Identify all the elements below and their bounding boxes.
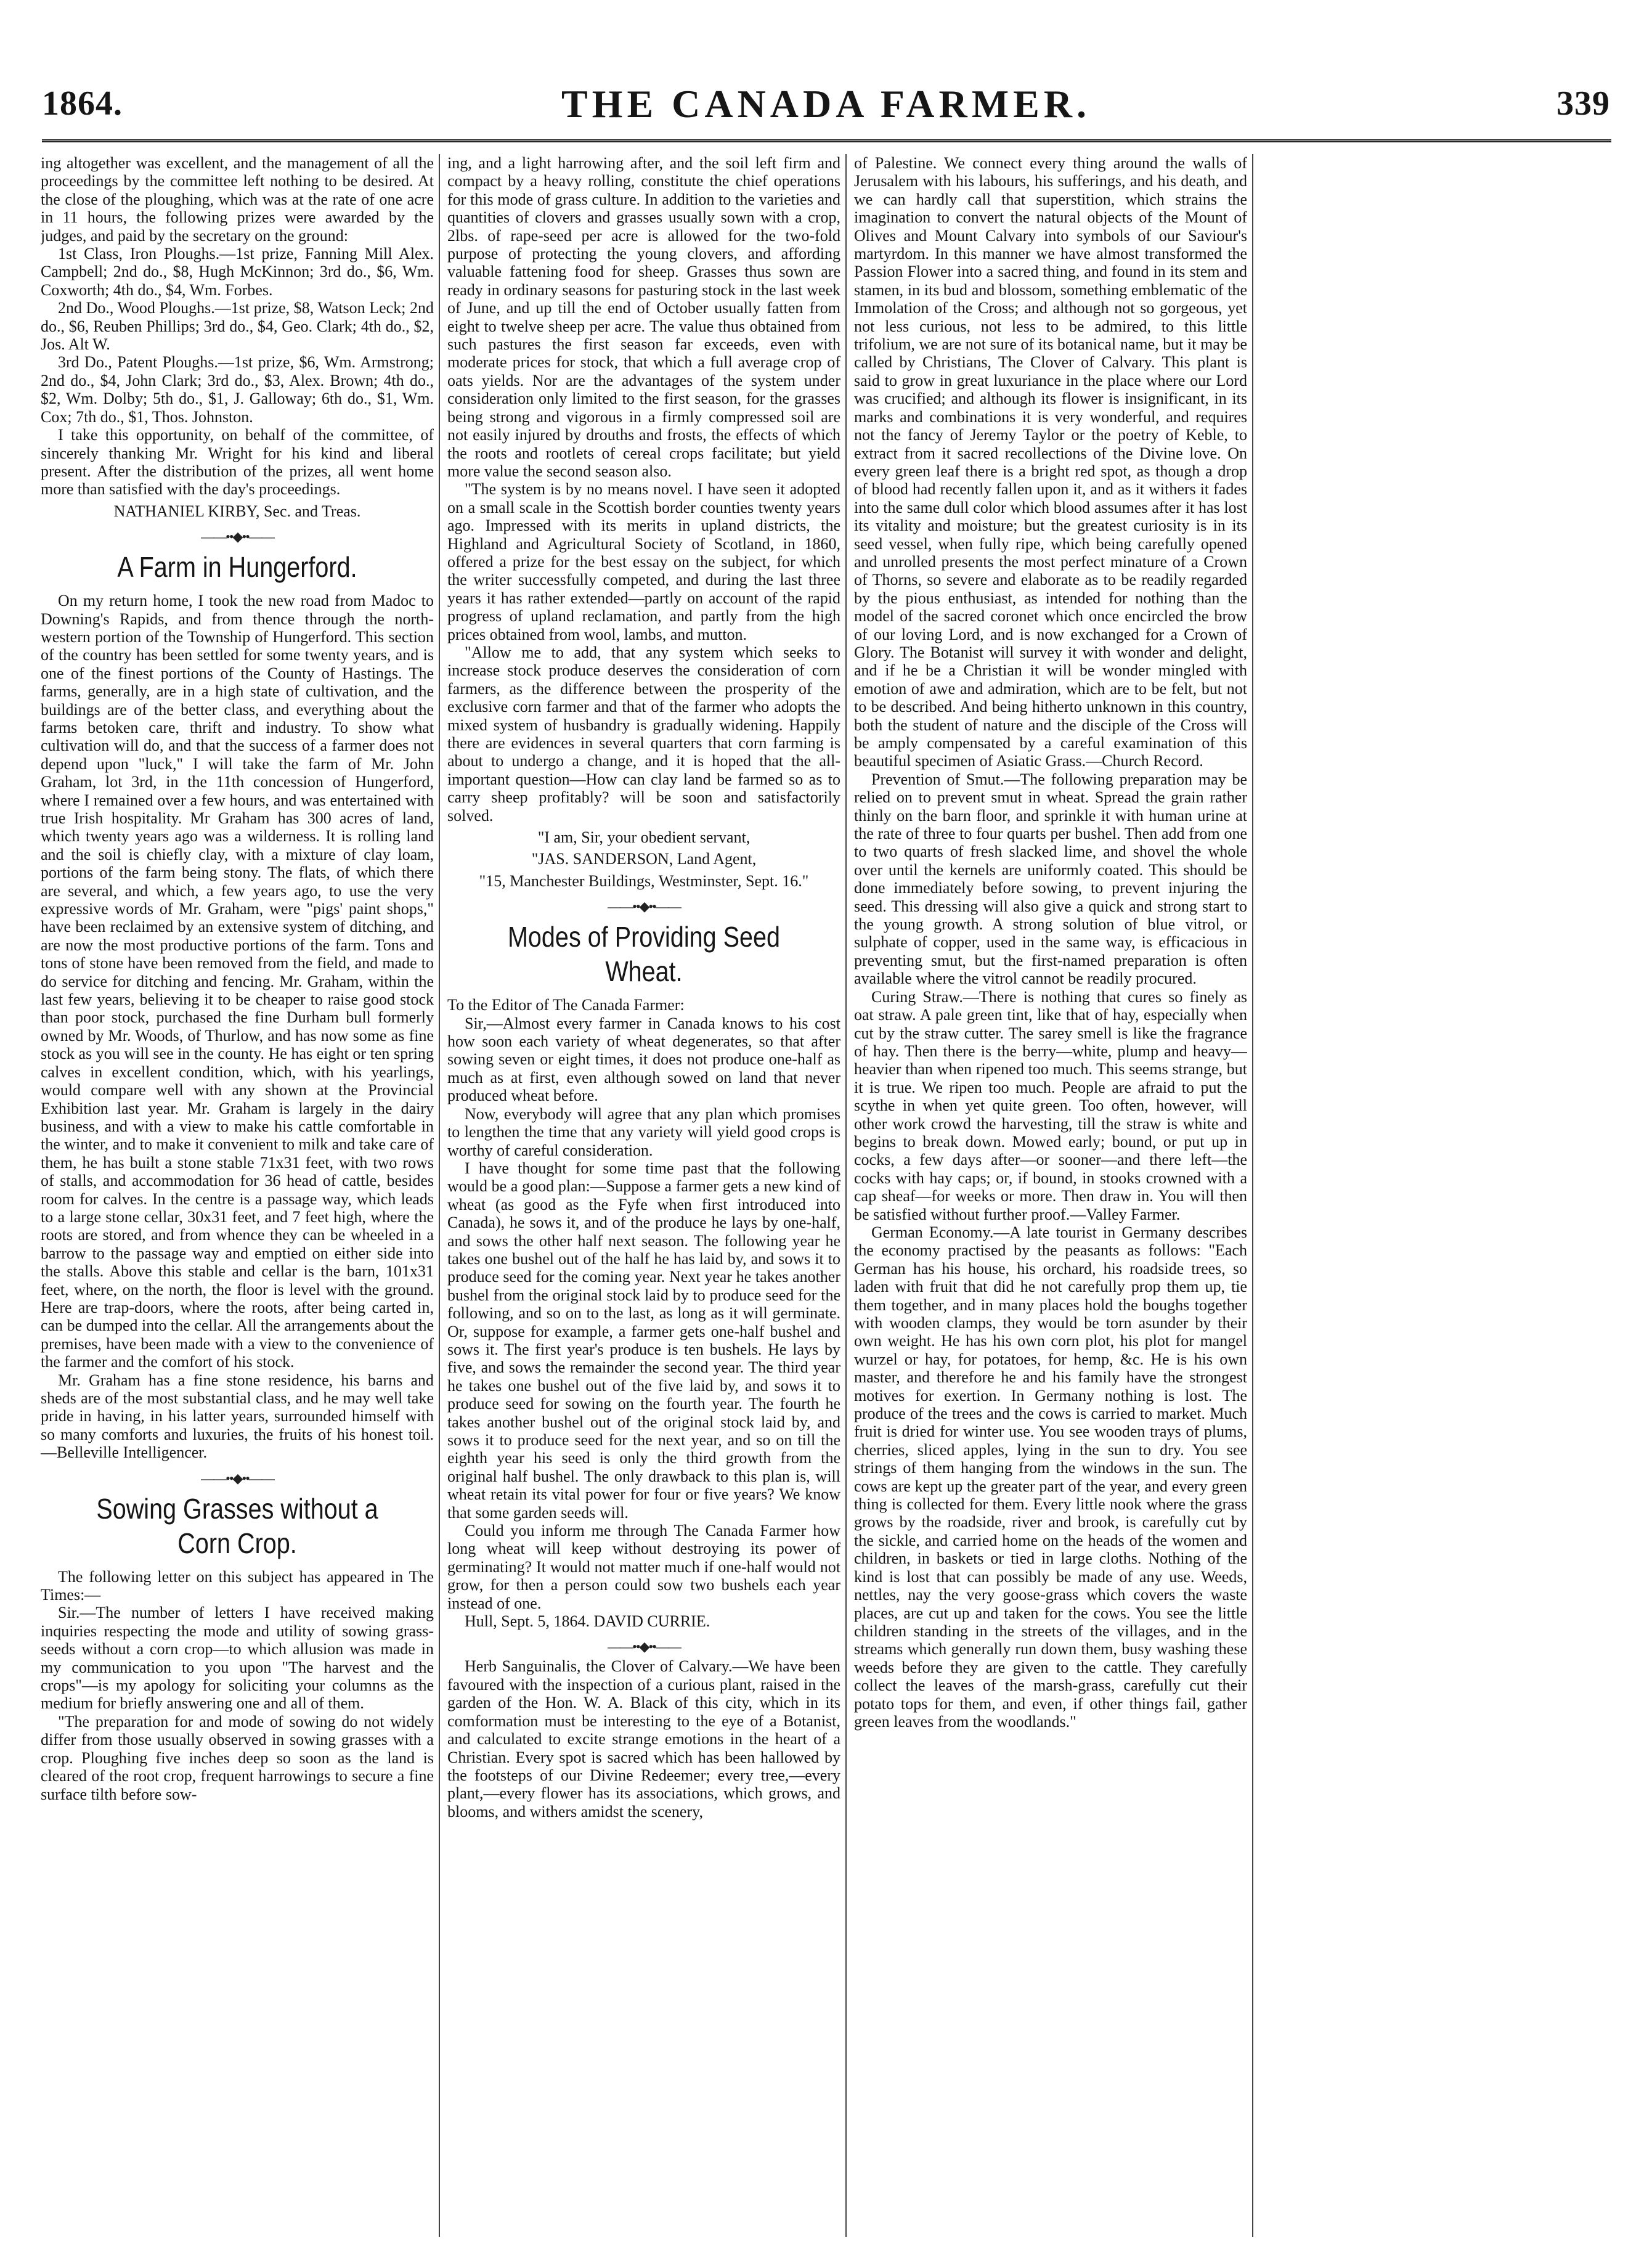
newspaper-title: THE CANADA FARMER.: [561, 82, 1091, 126]
paragraph: "The preparation for and mode of sowing do not widely differ from those usually observed in sowing grasses with a crop. Ploughing five inches deep so soon as the land is cleared of the root crop, frequent harrowings to secure a fine surface tilth before sow-: [41, 1712, 434, 1803]
paragraph: ing, and a light harrowing after, and the soil left firm and compact by a heavy rolling, constitute the chief operations for this mode of grass culture. In addition to the varieties and quantities of clovers and grasses usually sown with a crop, 2lbs. of rape-seed per acre is allowed for the two-fold purpose of protecting the young clovers, and affording valuable fattening food for sheep. Grasses thus sown are ready in ordinary seasons for pasturing stock in the last week of June, and up till the end of October usually fatten from eight to twelve sheep per acre. The value thus obtained from such pastures the first season far exceeds, even with moderate prices for stock, that which a full average crop of oats yields. Nor are the advantages of the system under consideration only limited to the first season, for the grasses being strong and vigorous in a firmly compressed soil are not easily injured by drouths and frosts, the effects of which the roots and rootlets of cereal crops facilitate; but yield more value the second season also.: [447, 154, 840, 480]
paragraph: "The system is by no means novel. I have seen it adopted on a small scale in the Scottish border counties twenty years ago. Impressed with its merits in upland districts, the Highland and Agricultural Society of Scotland, in 1860, offered a prize for the best essay on the subject, for which the writer successfully competed, and during the last three years it has rather extended—partly on account of the rapid progress of upland reclamation, and partly from the high prices obtained from wool, lambs, and mutton.: [447, 480, 840, 643]
paragraph: Now, everybody will agree that any plan which promises to lengthen the time that any variety will yield good crops is worthy of careful consideration.: [447, 1104, 840, 1159]
paragraph: Prevention of Smut.—The following preparation may be relied on to prevent smut in wheat. Spread the grain rather thinly on the barn floor, and sprinkle it with human urine at the rate of three to four quarts per bushel. Then add from one to two quarts of fresh slacked lime, and shovel the whole over until the kernels are uniformly coated. This should be done immediately before sowing, to prevent injuring the seed. This dressing will also give a quick and strong start to the young growth. A strong solution of blue vitrol, or sulphate of copper, used in the same way, is efficacious in preventing smut, but the first-named preparation is often available where the vitrol cannot be readily procured.: [854, 770, 1247, 988]
salutation: To the Editor of The Canada Farmer:: [447, 996, 685, 1014]
prize-list-iron: 1st Class, Iron Ploughs.—1st prize, Fanning Mill Alex. Campbell; 2nd do., $8, Hugh McKinnon; 3rd do., $6, Wm. Coxworth; 4th do., $4, Wm. Forbes.: [41, 245, 434, 299]
paragraph: I take this opportunity, on behalf of the committee, of sincerely thanking Mr. Wright for his kind and liberal present. After the distribution of the prizes, all went home more than satisfied with the day's proceedings.: [41, 426, 434, 499]
column-divider: [845, 154, 847, 2237]
article-heading: A Farm in Hungerford.: [117, 551, 357, 584]
header-year: 1864.: [42, 84, 123, 123]
prize-list-patent: 3rd Do., Patent Ploughs.—1st prize, $6, Wm. Armstrong; 2nd do., $4, John Clark; 3rd do., $3, Alex. Brown; 4th do., $2, Wm. Dolby; 5th do., $1, J. Galloway; 6th do., $1, Wm. Cox; 7th do., $1, Thos. Johnston.: [41, 353, 434, 426]
paragraph: Sir.—The number of letters I have received making inquiries respecting the mode and utility of sowing grass-seeds without a corn crop—to which allusion was made in my communication to you upon "The harvest and the crops"—is my apology for soliciting your columns as the medium for briefly answering one and all of them.: [41, 1604, 434, 1713]
page-header: [37, 73, 1615, 132]
article-heading: Sowing Grasses without a Corn Crop.: [96, 1492, 378, 1559]
paragraph: Could you inform me through The Canada Farmer how long wheat will keep without destroying its power of germinating? It would not matter much if one-half would not grow, for then a person could sow two bushels each year instead of one.: [447, 1522, 840, 1612]
paragraph: The following letter on this subject has appeared in The Times:—: [41, 1567, 434, 1604]
column-divider: [439, 154, 440, 2237]
signature-line: "I am, Sir, your obedient servant,: [537, 828, 751, 847]
paragraph: Curing Straw.—There is nothing that cures so finely as oat straw. A pale green tint, like that of hay, especially when cut by the straw cutter. The sarey smell is like the fragrance of hay. Then there is the berry—white, plump and heavy—heavier than when ripened too much. This seems strange, but it is true. We ripen too much. People are afraid to put the scythe in when yet quite green. Too often, however, will other work crowd the harvesting, till the straw is white and begins to break down. Mowed early; bound, or put up in cocks, a few days after—or sooner—and there left—the cocks with hay caps; or, if bound, in stooks crowned with a cap sheaf—for weeks or more. Then draw in. You will then be satisfied without further proof.—Valley Farmer.: [854, 987, 1247, 1223]
signature: NATHANIEL KIRBY, Sec. and Treas.: [113, 502, 361, 520]
prize-list-wood: 2nd Do., Wood Ploughs.—1st prize, $8, Watson Leck; 2nd do., $6, Reuben Phillips; 3rd do., $4, Geo. Clark; 4th do., $2, Jos. Alt W.: [41, 299, 434, 354]
column-3: [854, 154, 1247, 2237]
signature-line: "15, Manchester Buildings, Westminster, Sept. 16.": [479, 871, 809, 890]
signature-line: Hull, Sept. 5, 1864. DAVID CURRIE.: [465, 1612, 710, 1631]
column-divider: [1252, 154, 1253, 2237]
column-2: [447, 154, 840, 2237]
section-ornament: ——••◆••——: [608, 899, 680, 915]
section-ornament: ——••◆••——: [608, 1639, 680, 1655]
signature-line: "JAS. SANDERSON, Land Agent,: [531, 850, 757, 868]
paragraph: ing altogether was excellent, and the management of all the proceedings by the committee left nothing to be desired. At the close of the ploughing, which was at the rate of one acre in 11 hours, the following prizes were awarded by the judges, and paid by the secretary on the ground:: [41, 154, 434, 245]
header-rule: [42, 139, 1611, 142]
page-number: 339: [1556, 84, 1610, 123]
paragraph: On my return home, I took the new road from Madoc to Downing's Rapids, and from thence through the north-western portion of the Township of Hungerford. This section of the country has been settled for some twenty years, and is one of the finest portions of the County of Hastings. The farms, generally, are in a high state of cultivation, and the buildings are of the better class, and everything about the farms betoken care, thrift and industry. To show what cultivation will do, and that the success of a farmer does not depend upon "luck," I will take the farm of Mr. John Graham, lot 3rd, in the 11th concession of Hungerford, where I remained over a few hours, and was entertained with true Irish hospitality. Mr Graham has 300 acres of land, which twenty years ago was a wilderness. It is rolling land and the soil is chiefly clay, with a mixture of clay loam, portions of the farm being stony. The flats, of which there are several, and which, a few years ago, to use the very expressive words of Mr. Graham, were "pigs' paint shops," have been reclaimed by an extensive system of ditching, and are now the most productive portions of the farm. Tons and tons of stone have been removed from the field, and made to do service for ditching and fencing. Mr. Graham, within the last few years, believing it to be cheaper to raise good stock than poor stock, purchased the fine Durham bull formerly owned by Mr. Woods, of Thurlow, and has now some as fine stock as you will see in the county. He has eight or ten spring calves in excellent condition, which, with his yearlings, would compare well with any shown at the Provincial Exhibition last year. Mr. Graham is largely in the dairy business, and with a view to make his cattle comfortable in the winter, and to make it convenient to milk and take care of them, he has built a stone stable 71x31 feet, with two rows of stalls, and accommodation for 36 head of cattle, besides room for calves. In the centre is a passage way, which leads to a large stone cellar, 30x31 feet, and 7 feet high, where the roots are stored, and from whence they can be wheeled in a barrow to the passage way and emptied on either side into the stalls. Above this stable and cellar is the barn, 101x31 feet, where, on the north, the floor is level with the ground. Here are trap-doors, where the roots, after being carted in, can be dumped into the cellar. All the arrangements about the premises, have been made with a view to the convenience of the farmer and the comfort of his stock.: [41, 592, 434, 1371]
section-ornament: ——••◆••——: [201, 529, 274, 545]
paragraph: Herb Sanguinalis, the Clover of Calvary.—We have been favoured with the inspection of a curious plant, raised in the garden of the Hon. W. A. Black of this city, which in its comformation must be interesting to the eye of a Botanist, and calculated to excite strange emotions in the heart of a Christian. Every spot is sacred which has been hallowed by the footsteps of our Divine Redeemer; every tree,—every plant,—every flower has its associations, which grows, and blooms, and withers amidst the scenery,: [447, 1657, 840, 1821]
paragraph: German Economy.—A late tourist in Germany describes the economy practised by the peasants as follows: "Each German has his house, his orchard, his roadside trees, so laden with fruit that did he not carefully prop them up, tie them together, and in many places hold the boughs together with wooden clamps, they would be torn asunder by their own weight. He has his own corn plot, his plot for mangel wurzel or hay, for potatoes, for hemp, &c. He is his own master, and therefore he and his family have the strongest motives for exertion. In Germany nothing is lost. The produce of the trees and the cows is carried to market. Much fruit is dried for winter use. You see wooden trays of plums, cherries, sliced apples, lying in the sun to dry. You see strings of them hanging from the windows in the sun. The cows are kept up the greater part of the year, and every green thing is collected for them. Every little nook where the grass grows by the roadside, river and brook, is carefully cut by the sickle, and carried home on the heads of the women and children, in baskets or tied in large cloths. Nothing of the kind is lost that can possibly be made of any use. Weeds, nettles, nay the very goose-grass which covers the waste places, are cut up and taken for the cows. You see the little children standing in the streets of the villages, and in the streams which generally run down them, busy washing these weeds before they are given to the cattle. They carefully collect the leaves of the marsh-grass, carefully cut their potato tops for them, and even, if other things fail, gather green leaves from the woodlands.": [854, 1223, 1247, 1731]
article-heading: Modes of Providing Seed Wheat.: [507, 921, 781, 988]
paragraph: of Palestine. We connect every thing around the walls of Jerusalem with his labours, his sufferings, and his death, and we can hardly call that superstition, which strains the imagination to convert the natural objects of the Mount of Olives and Mount Calvary into symbols of our Saviour's martyrdom. In this manner we have almost transformed the Passion Flower into a sacred thing, and found in its stem and stamen, in its bud and blossom, something emblematic of the Immolation of the Cross; and although not so gorgeous, yet not less curious, not less to be admired, to this little trifolium, we are not sure of its botanical name, but it may be called by Christians, The Clover of Calvary. This plant is said to grow in great luxuriance in the place where our Lord was crucified; and although its flower is insignificant, in its marks and combinations it is very wonderful, and requires not the fancy of Jeremy Taylor or the poetry of Keble, to extract from it sacred recollections of the Divine love. On every green leaf there is a bright red spot, as though a drop of blood had recently fallen upon it, and as it withers it fades into the same dull color which blood assumes after it has lost its vitality and moisture; but the greatest curiosity is in its seed vessel, when fully ripe, which being carefully opened and unrolled presents the most perfect minature of a Crown of Thorns, so severe and elaborate as to be readily regarded by the pious enthusiast, as intended for nothing than the model of the sacred coronet which once encircled the brow of our loving Lord, and is now exchanged for a Crown of Glory. The Botanist will survey it with wonder and delight, and if he be a Christian it will be wonder mingled with emotion of awe and admiration, which are to be felt, but not to be described. And being hitherto unknown in this country, both the student of nature and the disciple of the Cross will be amply compensated by a careful examination of this beautiful specimen of Asiatic Grass.—Church Record.: [854, 154, 1247, 770]
paragraph: Mr. Graham has a fine stone residence, his barns and sheds are of the most substantial class, and he may well take pride in having, in his latter years, surrounded himself with so many comforts and luxuries, the fruits of his honest toil.—Belleville Intelligencer.: [41, 1371, 434, 1462]
section-ornament: ——••◆••——: [201, 1470, 274, 1486]
paragraph: Sir,—Almost every farmer in Canada knows to his cost how soon each variety of wheat degenerates, so that after sowing seven or eight times, it does not produce one-half as much as at first, even although sowed on land that never produced wheat before.: [447, 1014, 840, 1105]
paragraph: I have thought for some time past that the following would be a good plan:—Suppose a farmer gets a new kind of wheat (as good as the Fyfe when first introduced into Canada), he sows it, and of the produce he lays by one-half, and sows the other half next season. The following year he takes one bushel out of the half he has laid by, and sows it to produce seed for the coming year. Next year he takes another bushel from the original stock laid by to produce seed for the following, and so on to the last, as long as it will germinate. Or, suppose for example, a farmer gets one-half bushel and sows it. The first year's produce is ten bushels. He lays by five, and sows the remainder the second year. The third year he takes one bushel out of the five laid by, and sows it to produce seed for sowing on the fourth year. The fourth he takes another bushel out of the original stock laid by, and sows it to produce seed for the next year, and so on till the eighth year his seed is only the third growth from the original half bushel. The only drawback to this plan is, will wheat retain its vital power for four or five years? We know that some garden seeds will.: [447, 1159, 840, 1522]
paragraph: "Allow me to add, that any system which seeks to increase stock produce deserves the consideration of corn farmers, as the difference between the prosperity of the exclusive corn farmer and that of the farmer who adopts the mixed system of husbandry is gradually widening. Happily there are evidences in several quarters that corn farming is about to undergo a change, and it is hoped that the all-important question—How can clay land be farmed so as to carry sheep profitably? will be soon and satisfactorily solved.: [447, 643, 840, 825]
column-1: [41, 154, 434, 2237]
